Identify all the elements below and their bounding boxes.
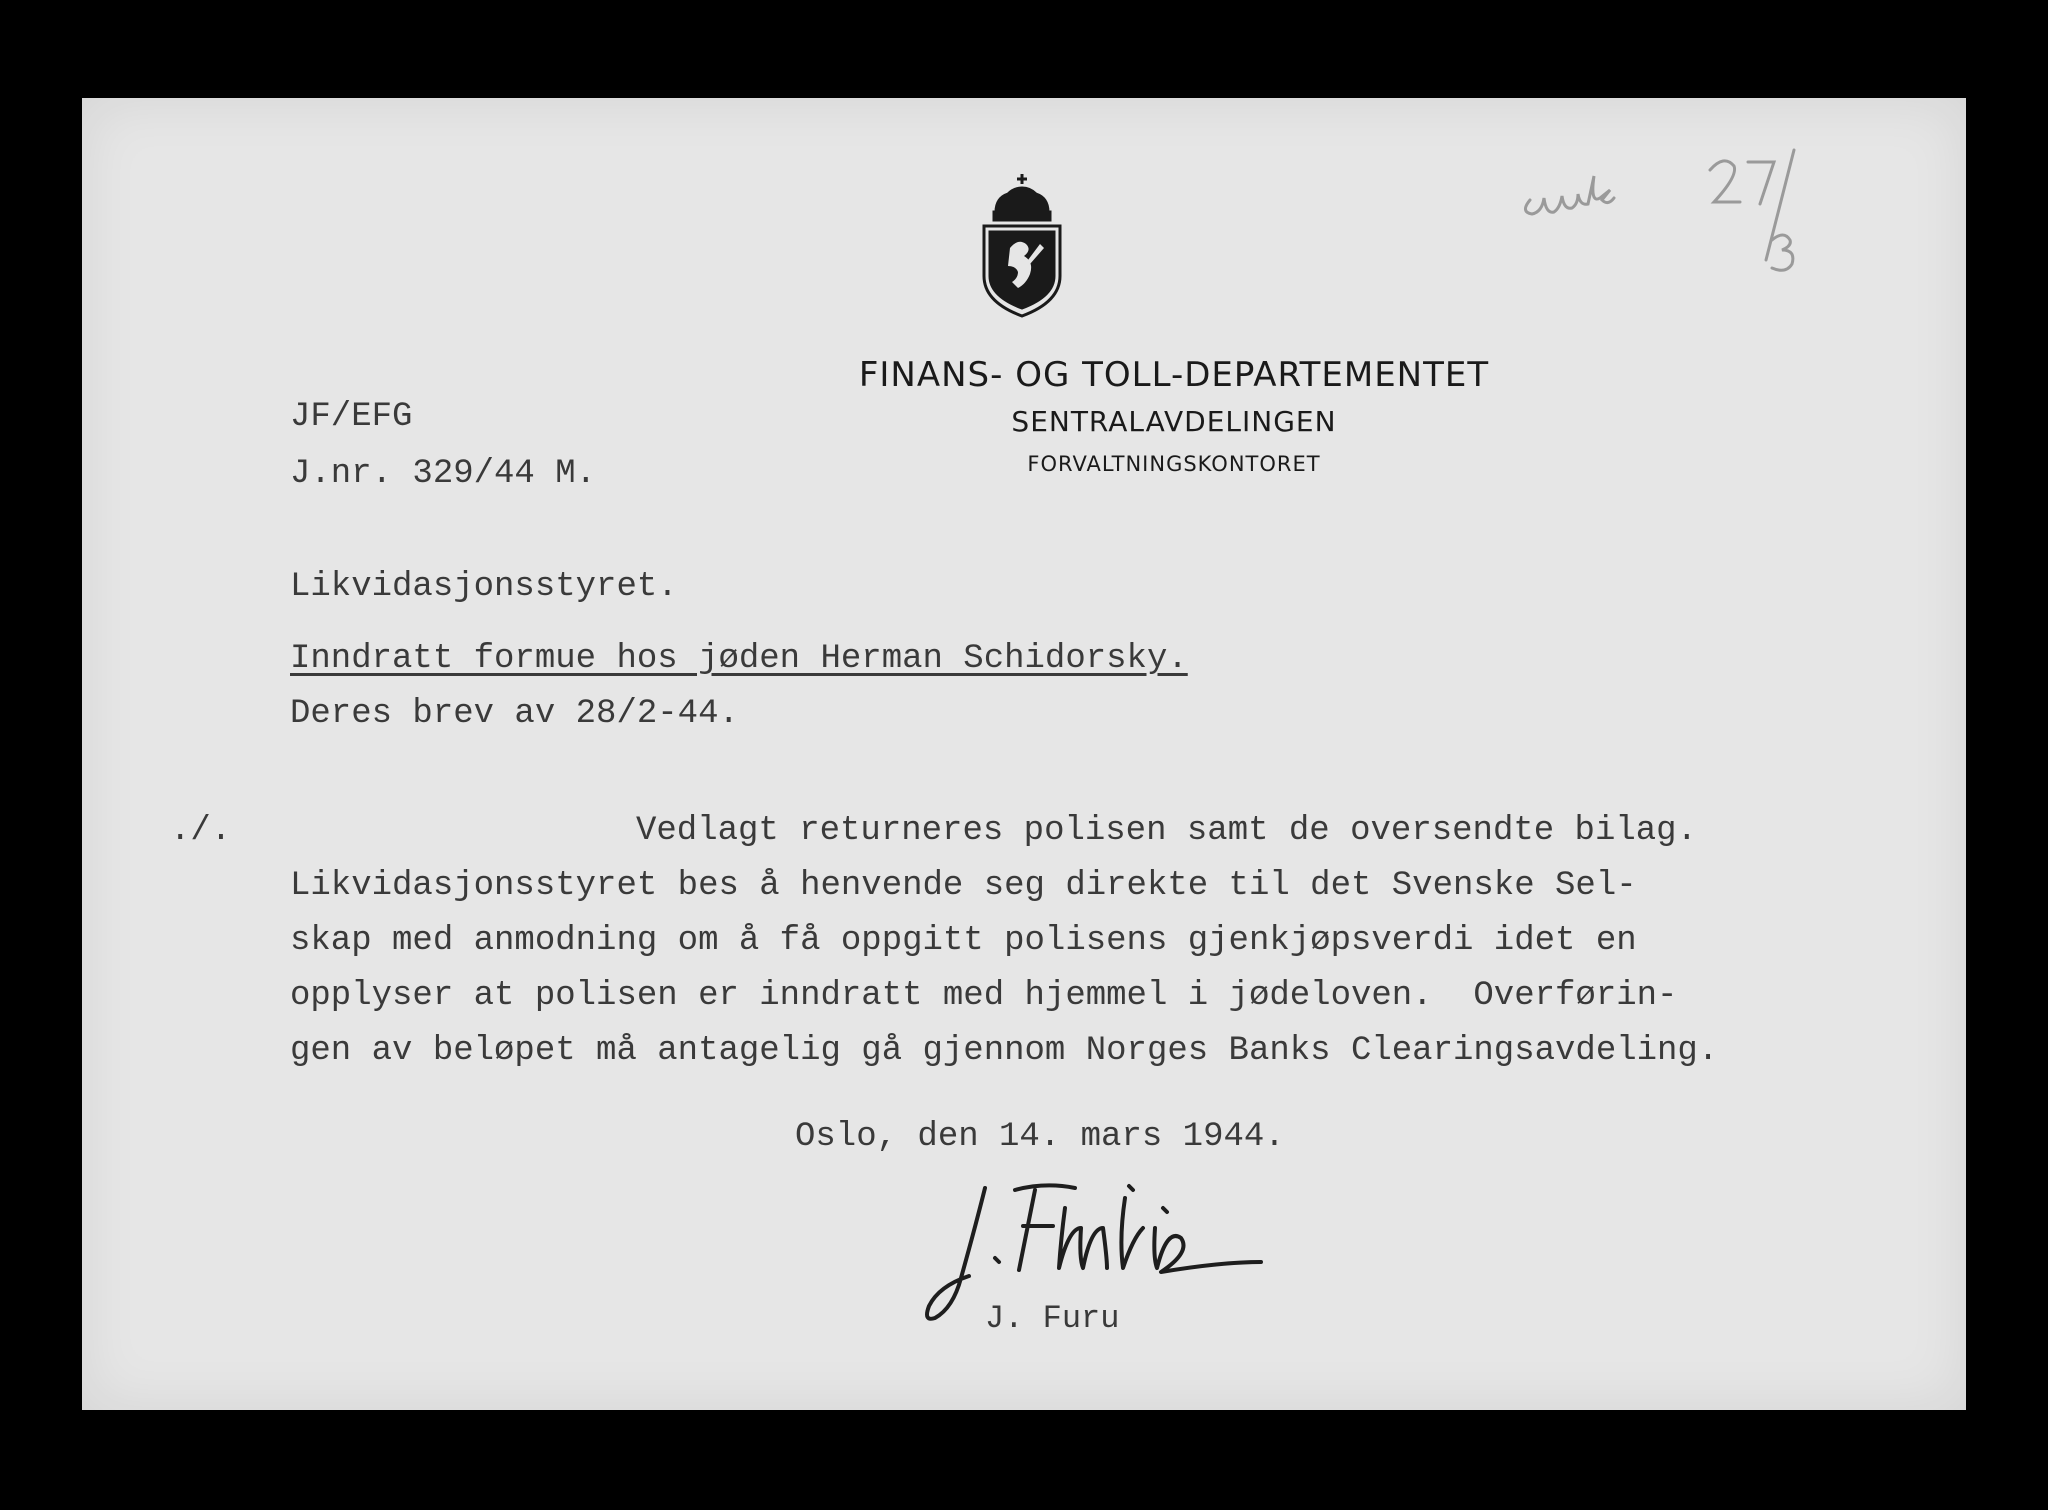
- coat-of-arms-icon: [976, 170, 1068, 320]
- recipient: Likvidasjonsstyret.: [290, 568, 678, 606]
- enclosure-mark: ./.: [170, 812, 232, 850]
- journal-number: J.nr. 329/44 M.: [290, 455, 597, 493]
- handwritten-note: [1510, 140, 1890, 300]
- body-line: Vedlagt returneres polisen samt de oversendte bilag.: [636, 812, 1697, 850]
- office-name: FORVALTNINGSKONTORET: [1027, 452, 1321, 476]
- body-line: gen av beløpet må antagelig gå gjennom Norges Banks Clearingsavdeling.: [290, 1032, 1719, 1070]
- dateline: Oslo, den 14. mars 1944.: [795, 1118, 1285, 1156]
- their-letter-reference: Deres brev av 28/2-44.: [290, 695, 739, 733]
- signer-name: J. Furu: [985, 1300, 1120, 1337]
- subject-line: Inndratt formue hos jøden Herman Schidorsky.: [290, 640, 1188, 678]
- body-line: Likvidasjonsstyret bes å henvende seg direkte til det Svenske Sel-: [290, 867, 1637, 905]
- body-line: opplyser at polisen er inndratt med hjemmel i jødeloven. Overførin-: [290, 977, 1678, 1015]
- division-name: SENTRALAVDELINGEN: [1011, 405, 1337, 438]
- reference-initials: JF/EFG: [290, 398, 413, 436]
- department-name: FINANS- OG TOLL-DEPARTEMENTET: [858, 355, 1490, 395]
- body-line: skap med anmodning om å få oppgitt polisens gjenkjøpsverdi idet en: [290, 922, 1637, 960]
